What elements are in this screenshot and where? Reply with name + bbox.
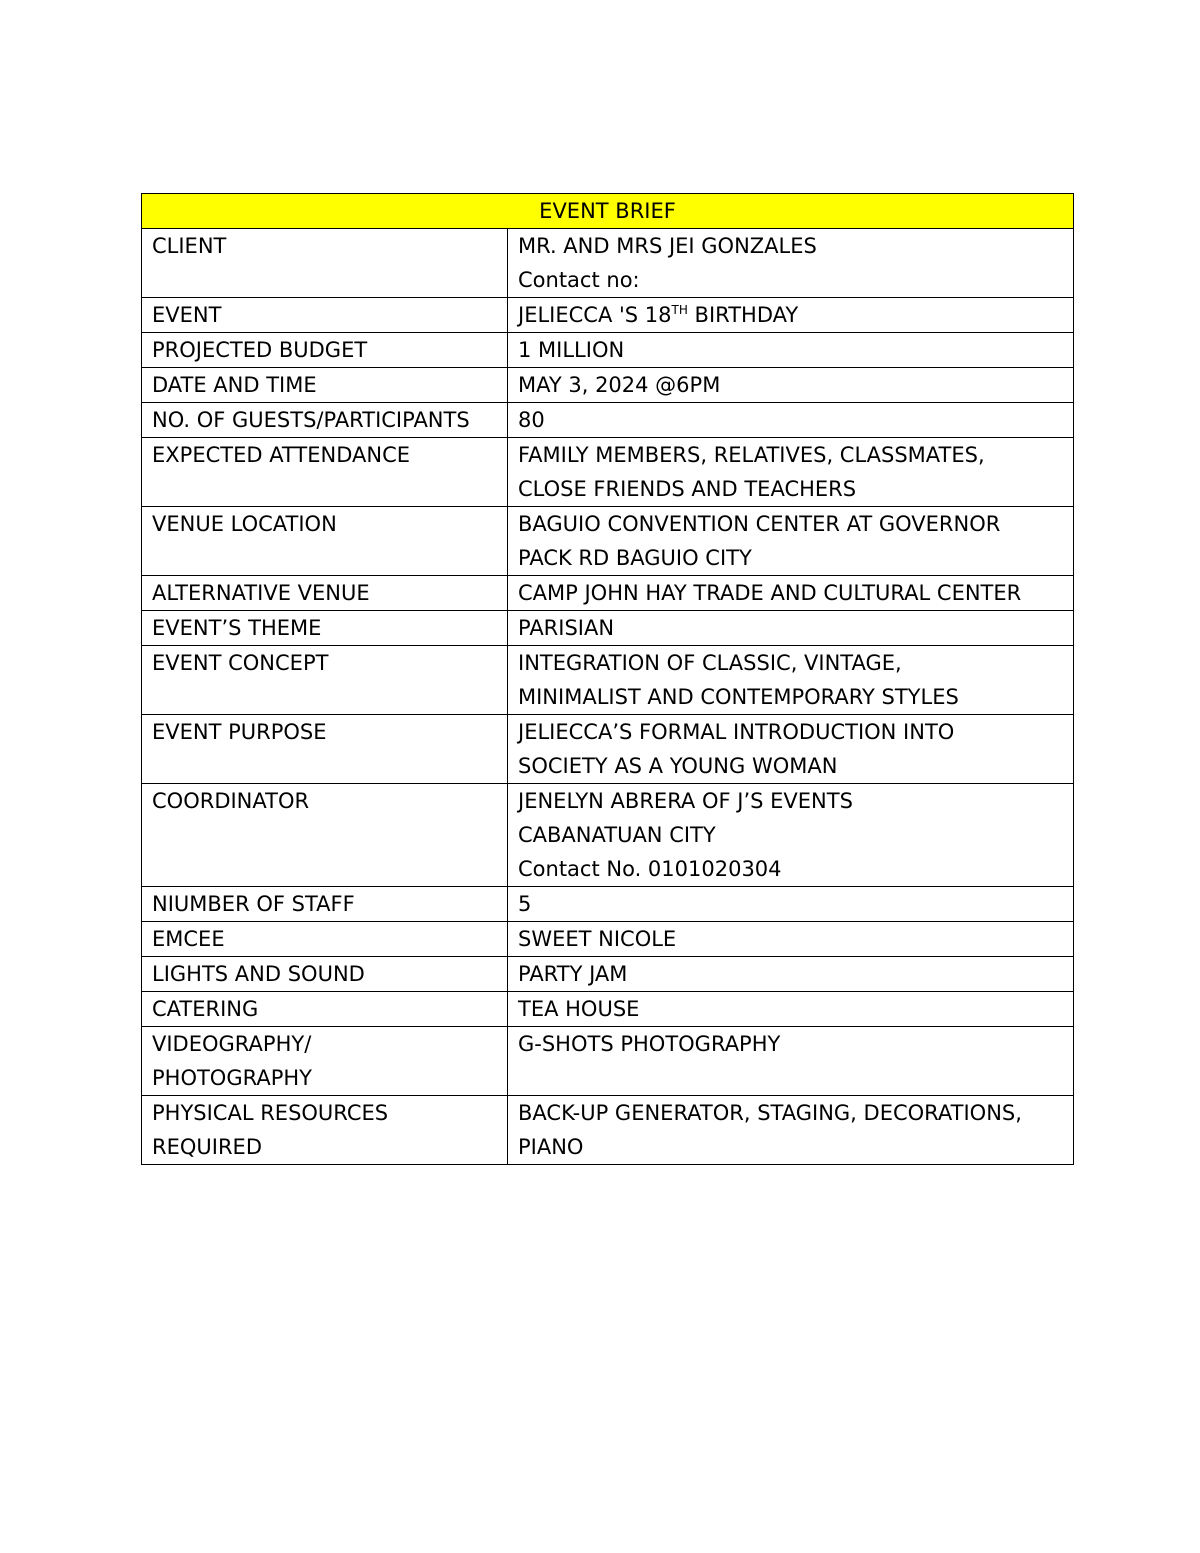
row-value-line: FAMILY MEMBERS, RELATIVES, CLASSMATES, (518, 443, 985, 467)
table-row (142, 715, 1074, 784)
table-row (142, 229, 1074, 298)
table-row (142, 1027, 1074, 1096)
row-label-line: REQUIRED (152, 1135, 262, 1159)
row-label-line: PHYSICAL RESOURCES (152, 1101, 389, 1125)
table-row (142, 646, 1074, 715)
row-value (508, 298, 1074, 333)
row-value (508, 438, 1074, 507)
row-value-line: BACK-UP GENERATOR, STAGING, DECORATIONS, (518, 1101, 1022, 1125)
table-row (142, 957, 1074, 992)
row-value (508, 576, 1074, 611)
row-label (142, 1096, 508, 1165)
row-label: LIGHTS AND SOUND (142, 957, 508, 992)
row-value-line: PIANO (518, 1135, 584, 1159)
row-value-line: BAGUIO CONVENTION CENTER AT GOVERNOR (518, 512, 1001, 536)
table-row (142, 992, 1074, 1027)
table-row (142, 368, 1074, 403)
table-row (142, 298, 1074, 333)
row-label: NO. OF GUESTS/PARTICIPANTS (142, 403, 508, 438)
table-row (142, 611, 1074, 646)
row-value-line: MR. AND MRS JEI GONZALES (518, 234, 817, 258)
row-value-line: CABANATUAN CITY (518, 823, 716, 847)
event-brief-table (141, 193, 1074, 1165)
row-label: DATE AND TIME (142, 368, 508, 403)
row-value-line: Contact No. 0101020304 (518, 857, 782, 881)
row-value (508, 368, 1074, 403)
table-row (142, 784, 1074, 887)
row-label: EVENT PURPOSE (142, 715, 508, 784)
row-value (508, 403, 1074, 438)
row-value (508, 229, 1074, 298)
row-label: EMCEE (142, 922, 508, 957)
row-label: COORDINATOR (142, 784, 508, 887)
row-value-text: BIRTHDAY (687, 303, 799, 327)
row-value (508, 784, 1074, 887)
row-label: EVENT (142, 298, 508, 333)
ordinal-superscript: TH (671, 303, 688, 317)
row-value-line: 1 MILLION (518, 338, 625, 362)
row-value (508, 715, 1074, 784)
table-row (142, 887, 1074, 922)
event-brief-document (141, 193, 1073, 1165)
row-value-line: G-SHOTS PHOTOGRAPHY (518, 1032, 781, 1056)
row-value (508, 611, 1074, 646)
row-label (142, 1027, 508, 1096)
table-header-row (142, 194, 1074, 229)
table-row (142, 576, 1074, 611)
table-row (142, 333, 1074, 368)
table-row (142, 922, 1074, 957)
row-value (508, 1096, 1074, 1165)
row-value-line: CLOSE FRIENDS AND TEACHERS (518, 477, 857, 501)
row-label-line: VIDEOGRAPHY/ (152, 1032, 312, 1056)
row-value-line: JELIECCA’S FORMAL INTRODUCTION INTO (518, 720, 955, 744)
row-value (508, 992, 1074, 1027)
row-value-line: 80 (518, 408, 545, 432)
table-row (142, 438, 1074, 507)
row-value-text: JELIECCA 'S 18 (518, 303, 672, 327)
row-value-line: TEA HOUSE (518, 997, 640, 1021)
row-value-line: PARISIAN (518, 616, 615, 640)
row-value (508, 1027, 1074, 1096)
row-value-line: SWEET NICOLE (518, 927, 677, 951)
row-value-line: JENELYN ABRERA OF J’S EVENTS (518, 789, 853, 813)
row-value (508, 922, 1074, 957)
row-value-line: 5 (518, 892, 532, 916)
row-value-line: MINIMALIST AND CONTEMPORARY STYLES (518, 685, 959, 709)
row-value-line: PARTY JAM (518, 962, 628, 986)
row-value-line: CAMP JOHN HAY TRADE AND CULTURAL CENTER (518, 581, 1022, 605)
row-label: EVENT’S THEME (142, 611, 508, 646)
row-label: PROJECTED BUDGET (142, 333, 508, 368)
row-value-line: INTEGRATION OF CLASSIC, VINTAGE, (518, 651, 902, 675)
table-row (142, 1096, 1074, 1165)
row-value-line: PACK RD BAGUIO CITY (518, 546, 752, 570)
row-label: EVENT CONCEPT (142, 646, 508, 715)
row-value-line: SOCIETY AS A YOUNG WOMAN (518, 754, 838, 778)
table-title: EVENT BRIEF (142, 194, 1074, 229)
row-value (508, 646, 1074, 715)
row-label: EXPECTED ATTENDANCE (142, 438, 508, 507)
row-value-line: MAY 3, 2024 @6PM (518, 373, 721, 397)
table-body (142, 229, 1074, 1165)
row-value (508, 957, 1074, 992)
row-label: NIUMBER OF STAFF (142, 887, 508, 922)
row-label: ALTERNATIVE VENUE (142, 576, 508, 611)
row-label-line: PHOTOGRAPHY (152, 1066, 313, 1090)
row-value (508, 887, 1074, 922)
row-label: CATERING (142, 992, 508, 1027)
row-value (508, 507, 1074, 576)
row-value-line: Contact no: (518, 268, 640, 292)
table-row (142, 403, 1074, 438)
row-label: VENUE LOCATION (142, 507, 508, 576)
row-label: CLIENT (142, 229, 508, 298)
row-value (508, 333, 1074, 368)
table-row (142, 507, 1074, 576)
